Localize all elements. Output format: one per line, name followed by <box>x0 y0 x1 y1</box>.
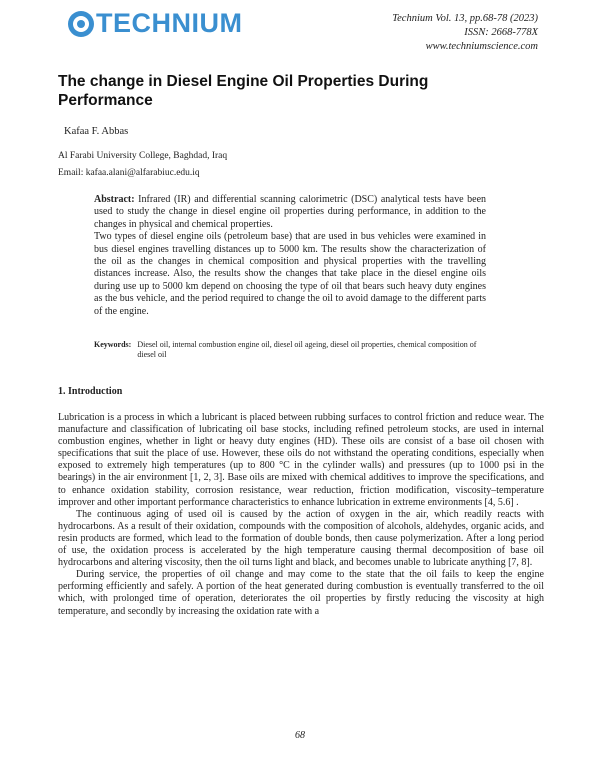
abstract-paragraph-2: Two types of diesel engine oils (petroleum base) that are used in bus vehicles were examined in bus diesel engines travelling distances up to 5000 km. The results show the characterization of the oil as the changes in chemical composition and physical properties with the travelling distances increase. Also, the results show the changes that take place in the diesel engine oils during use up to 5000 km depend on choosing the type of oil that bears such heavy duty engines as the bus vehicle, and the period required to change the oil to avoid damage to the different parts of the engine. <box>94 231 486 317</box>
body-text <box>58 412 544 618</box>
article-title: The change in Diesel Engine Oil Properties During Performance <box>58 73 429 109</box>
abstract-text-1: Infrared (IR) and differential scanning calorimetric (DSC) analytical tests have been used to study the change in diesel engine oil properties during performance, in addition to the changes in physical and chemical properties. <box>94 194 487 230</box>
body-paragraph-3: During service, the properties of oil change and may come to the state that the oil fails to keep the engine performing efficiently and safely. A portion of the heat generated during combustion is eventually transferred to the oil which, with prolonged time of operation, deteriorates the oil properties by firstly reducing the viscosity at high temperature, and secondly by increasing the oxidation rate with a <box>58 569 544 617</box>
section-heading-introduction: 1. Introduction <box>58 386 123 397</box>
logo-text: TECHNIUM <box>96 8 243 38</box>
author-details <box>58 148 227 182</box>
journal-volume: Technium Vol. 13, pp.68-78 (2023) <box>392 13 538 24</box>
author-name: Kafaa F. Abbas <box>64 126 129 137</box>
author-email: Email: kafaa.alani@alfarabiuc.edu.iq <box>58 168 200 178</box>
body-paragraph-2: The continuous aging of used oil is caused by the action of oxygen in the air, which readily reacts with hydrocarbons. As a result of their oxidation, compounds with the composition of alcohols, aldehydes, organic acids, and resin products are formed, which lead to the formation of double bonds, then cause polymerization. After a long period of use, the oxidation process is accelerated by the high temperature causing thermal decomposition of base oil hydrocarbons and altering viscosity, then the oil turns light and black, and becomes unable to lubricate anything [7, 8]. <box>58 508 544 569</box>
abstract-label: Abstract: <box>94 194 135 205</box>
affiliation: Al Farabi University College, Baghdad, Iraq <box>58 151 228 161</box>
journal-website: www.techniumscience.com <box>425 41 538 52</box>
journal-info <box>392 12 538 54</box>
abstract-paragraph-1 <box>94 194 486 231</box>
body-paragraph-1: Lubrication is a process in which a lubricant is placed between rubbing surfaces to control friction and reduce wear. The manufacture and classification of lubricating oil base stocks, including refined petroleum stocks, are used in internal combustion engines, whether in light or heavy duty engines (HD). These oils are consist of a base oil chosen with specifications that suit the place of use. However, these oils do not withstand the operating conditions, especially when exposed to extremely high temperatures (up to 800 °C in the cylinder walls) and pressures (up to 1000 psi in the bearings) in the air environment [1, 2, 3]. Base oils are mixed with chemical additives to improve the specifications, and to enhance oxidation stability, corrosion resistance, wear reduction, friction modification, viscosity–temperature improver and other important performance characteristics to enhance lubrication in extreme environments [4, 5.6] . <box>58 412 544 508</box>
keywords-label: Keywords: <box>94 340 132 349</box>
journal-logo <box>68 10 243 37</box>
journal-issn: ISSN: 2668-778X <box>464 27 538 38</box>
keywords <box>94 340 486 360</box>
keywords-text: Diesel oil, internal combustion engine oil, diesel oil ageing, diesel oil properties, chemical composition of diesel oil <box>137 340 477 359</box>
abstract <box>94 194 486 318</box>
technium-logo-icon <box>68 11 94 37</box>
page-number: 68 <box>295 730 305 741</box>
